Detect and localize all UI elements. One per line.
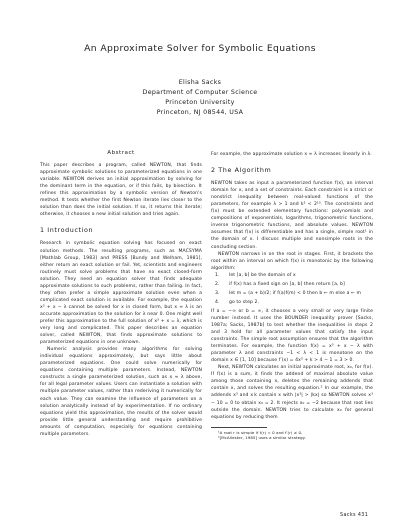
right-column (211, 151, 373, 440)
list-item: 3. let m = (a + b)/2; if f(a)f(m) < 0 then b ← m else a ← m (215, 290, 362, 296)
section-2-heading: 2 The Algorithm (211, 166, 272, 175)
intro-paragraph-1: Research in symbolic equation solving has focused on exact solution methods. The resulting programs, such as MACSYMA [Mathlab Group, 1983] and PRESS [Bundy and Welham, 1981], either return an exact solution or fail. Yet, scientists and engineers routinely must solve problems that have no exact closed-form solution. They need an equation solver that finds adequate approximate solutions to such problems, rather than failing. In fact, they often prefer a simple approximate solution even when a complicated exact solution is available. For example, the equation x³ + x − λ cannot be solved for x in closed form, but x ≈ λ is an accurate approximation to the solution for λ near 0. One might well prefer this approximation to the full solution of x³ + x = λ, which is very long and complicated. This paper describes an equation solver, called NEWTON, that finds approximate solutions to parameterized equations in one unknown. (40, 241, 202, 346)
list-item: 1. let [a, b] be the domain of x (215, 272, 296, 278)
algorithm-paragraph-2: NEWTON narrows in on the root in stages. First, it brackets the root within an interval on which f(x) is monotonic by the following algorithm: (211, 251, 373, 271)
author-department: Department of Computer Science (142, 89, 258, 96)
section-1-heading: 1 Introduction (40, 226, 94, 235)
left-column (40, 150, 202, 438)
list-item: 2. if f(x) has a fixed sign on [a, b] then return [a, b] (215, 281, 345, 287)
algorithm-paragraph-1: NEWTON takes as input a parameterized function f(x), an interval domain for x, and a set of constraints. Each constraint is a strict or nonstrict inequality between real-valued functions of the parameters, for example λ > 1 and k² < 2¹⁰. The constraints and f(x) must be extended elementary functions: polynomials and compositions of exponentials, logarithms, trigonometric functions, inverse trigonometric functions, and absolute values. NEWTON assumes that f(x) is differentiable and has a single, simple root¹ in the domain of x. I discuss multiple and nonsimple roots in the concluding section. (211, 181, 373, 250)
footnote-1: ¹A root r is simple if f(r) = 0 and f′(r) ≠ 0. (218, 429, 303, 435)
author-name: Elisha Sacks (178, 79, 222, 86)
author-address: Princeton, NJ 08544, USA (156, 109, 244, 116)
algorithm-paragraph-3: If a = −∞ or b = ∞, it chooses a very small or very large finite number instead. It uses the BOUNDER inequality prover [Sacks, 1987a; Sacks, 1987b] to test whether the inequalities in steps 2 and 3 hold for all parameter values that satisfy the input constraints. The simple root assumption ensures that the algorithm terminates. For example, the function f(x) = x³ + x − λ with parameter λ and constraints −1 < λ < 1 is monotone on the domain x ∈ [1, 10] because f′(x) = 4x³ + k > 4 − 1 = 3 > 0. (211, 308, 373, 364)
list-item: 4. go to step 2. (215, 299, 260, 305)
algorithm-paragraph-4: Next, NEWTON calculates an initial approximate root, x₀, for f(x). If f(x) is a sum, it finds the addend of maximal absolute value among those containing x, deletes the remaining addends that contain x, and solves the resulting equation.² In our example, the addends x³ and x k contain x with |x³| > |kx| so NEWTON solves x³ − 10 = 0 to obtain x₀ = 2. It rejects x₀ = −2 because that root lies outside the domain. NEWTON tries to calculate x₀ for general equations by reducing them (211, 365, 373, 420)
paper-title: An Approximate Solver for Symbolic Equations (84, 43, 316, 54)
algorithm-steps (211, 272, 373, 306)
example-paragraph: For example, the approximate solution x ≈ λ increases linearly in λ. (211, 152, 372, 157)
abstract-text: This paper describes a program, called NEWTON, that finds approximate symbolic solutions to parameterized equations in one variable. NEWTON derives an initial approximation by solving for the dominant term in the equation, or if this fails, by bisection. It refines this approximation by a symbolic version of Newton's method. It tests whether the first Newton iterate lies closer to the solution than does the initial solution. If so, it returns this iterate; otherwise, it chooses a new initial solution and tries again. (40, 163, 202, 218)
footnote-2: ²[McAllester, 1985] uses a similar strategy. (218, 435, 306, 441)
intro-paragraph-2: Numeric analysis provides many algorithms for solving individual equations approximately, but says little about parameterized equations. One could solve numerically for equations containing multiple parameters. Instead, NEWTON constructs a single parameterized solution, such as x ≈ λ above, for all legal parameter values. Users can instantiate a solution with multiple parameter values, rather than rederiving it numerically for each value. They can examine the influence of parameters on a solution analytically instead of by experimentation. If no ordinary equations yield this approximation, the results of the solver would provide little general understanding and require prohibitive amounts of computation, especially for equations containing multiple parameters. (40, 347, 202, 437)
page-footer: Sacks 431 (340, 513, 369, 518)
abstract-heading: Abstract (107, 150, 135, 156)
footnote-divider (211, 427, 267, 428)
author-university: Princeton University (165, 99, 235, 106)
